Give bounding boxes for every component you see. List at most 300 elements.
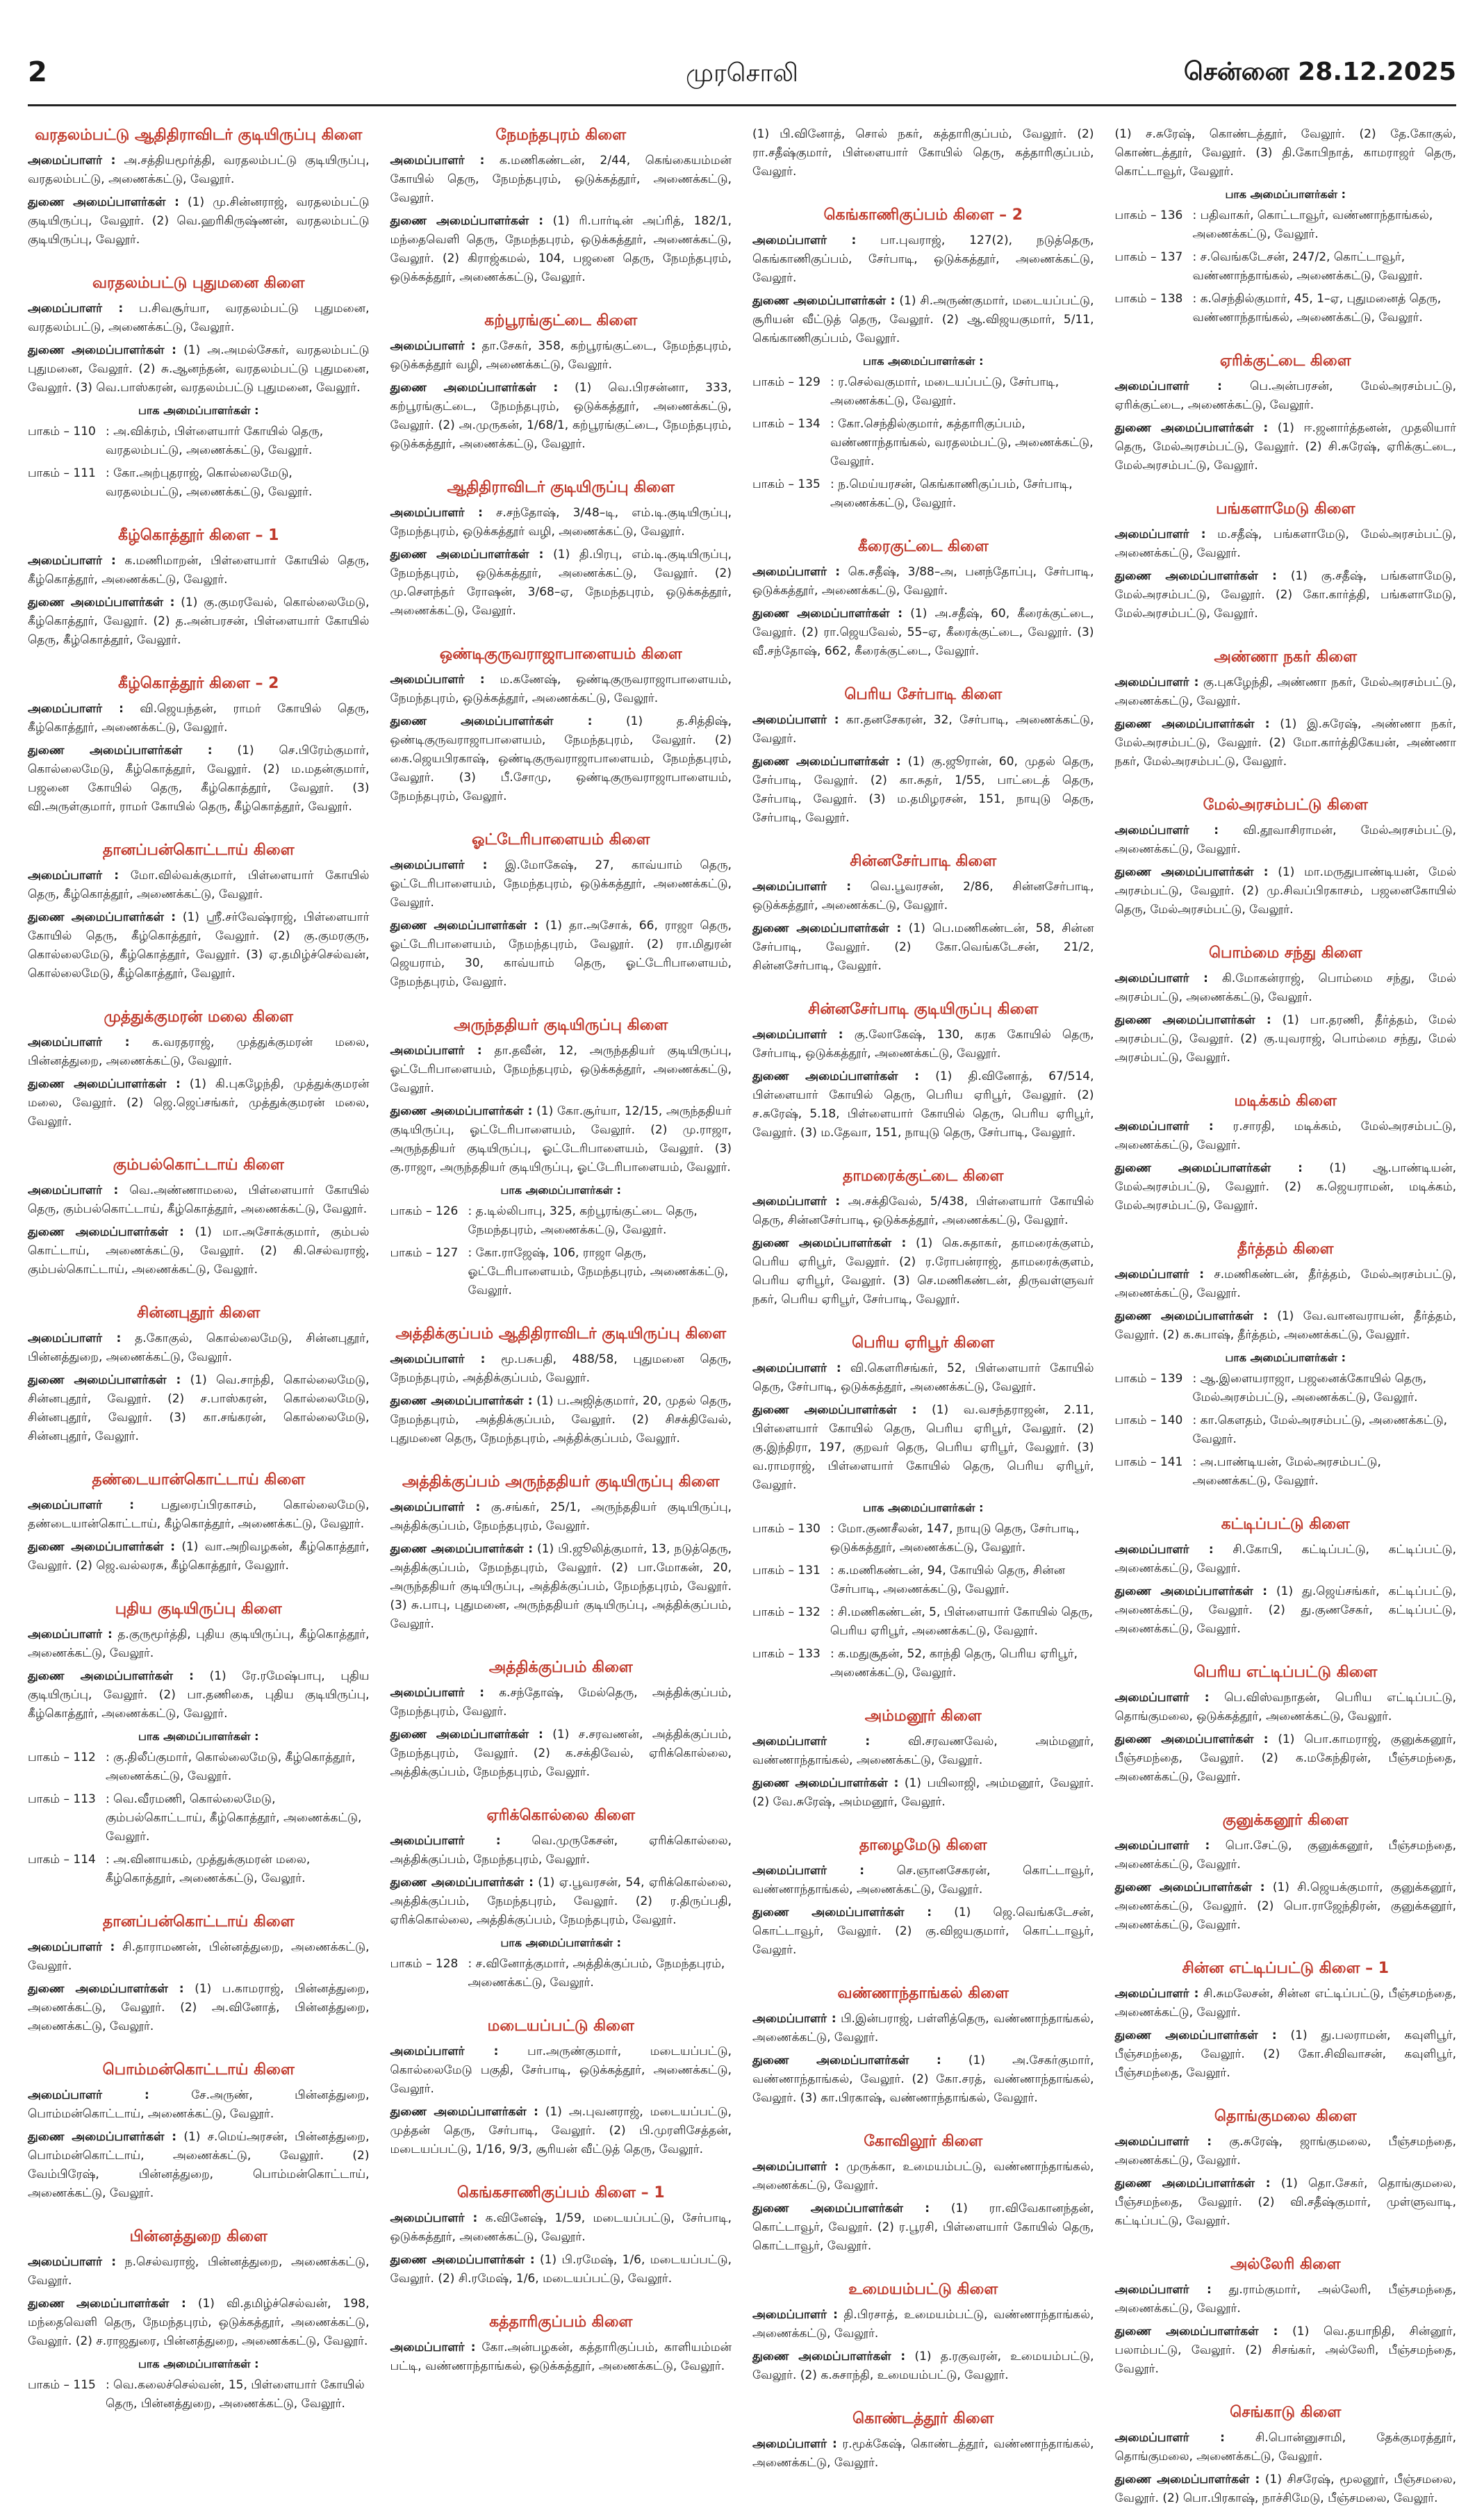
branch-heading: ஒண்டிகுருவராஜாபாளையம் கிளை	[439, 646, 682, 663]
deputy-organizers-text: (1) ஜெ.வெங்கடேசன், கொட்டாவூர், வேலூர். (2) கு.விஜயகுமார், கொட்டாவூர், வேலூர்.	[752, 1905, 1094, 1957]
organizer-label: அமைப்பாளர் :	[390, 339, 476, 353]
booth-organizers-heading: பாக அமைப்பாளர்கள் :	[1225, 188, 1346, 201]
booth-organizer: : க.மணிகண்டன், 94, கோயில் தெரு, சின்ன சேர்பாடி, அணைக்கட்டு, வேலூர்.	[830, 1564, 1066, 1596]
organizer-text: க.மணிகண்டன், 2/44, கெங்கையம்மன் கோயில் தெரு, நேமந்தபுரம், ஒடுக்கத்தூர், அணைக்கட்டு, வேலூர்.	[390, 154, 732, 205]
organizer-label: அமைப்பாளர் :	[752, 1864, 865, 1878]
organizer-text: மோ.வில்வக்குமார், பிள்ளையார் கோயில் தெரு, கீழ்கொத்தூர், அணைக்கட்டு, வேலூர்.	[28, 869, 370, 901]
branch-heading: அத்திக்குப்பம் கிளை	[488, 1659, 633, 1676]
deputy-organizers-entry	[28, 1538, 370, 1575]
deputy-organizers-entry	[1115, 2026, 1457, 2083]
booth-number: பாகம் – 126	[390, 1204, 459, 1218]
deputy-organizers-text: (1) பெ.மணிகண்டன், 58, சின்ன சேர்பாடி, வேலூர். (2) கோ.வெங்கடேசன், 21/2, சின்னசேர்பாடி, வேலூர்.	[752, 921, 1094, 973]
deputy-organizers-label: துணை அமைப்பாளர்கள் :	[752, 607, 903, 621]
organizer-label: அமைப்பாளர் :	[1114, 379, 1222, 393]
deputy-organizers-text: (1) த.சித்திஷ், ஒண்டிகுருவராஜாபாளையம், நேமந்தபுரம், வேலூர். (2) கை.ஜெயபிரகாஷ், ஒண்டிகுருவராஜாபாளையம், நேமந்தபுரம், வேலூர். (3) பீ.சோமு, ஒண்டிகுருவராஜாபாளையம், நேமந்தபுரம், வேலூர்.	[390, 714, 732, 803]
deputy-organizers-entry	[390, 1726, 732, 1782]
branch-heading: தானப்பன்கொட்டாய் கிளை	[102, 842, 295, 859]
branch-heading: வண்ணாந்தாங்கல் கிளை	[837, 1985, 1009, 2002]
branch-section	[752, 2131, 1094, 2256]
booth-organizer: : ந.மெய்யரசன், கெங்காணிகுப்பம், சேர்பாடி, அணைக்கட்டு, வேலூர்.	[830, 477, 1073, 510]
deputy-organizers-text: (1) வெ.பிரசன்னா, 333, கற்பூரங்குட்டை, நேமந்தபுரம், ஒடுக்கத்தூர், அணைக்கட்டு, வேலூர். (2) அ.முருகன், 1/68/1, கற்பூரங்குட்டை, நேமந்தபுரம், ஒடுக்கத்தூர், அணைக்கட்டு, வேலூர்.	[390, 381, 732, 451]
deputy-organizers-text: (1) தா.அசோக், 66, ராஜா தெரு, ஓட்டேரிபாளையம், நேமந்தபுரம், வேலூர். (2) ரா.மிதுரன் ஜெயராம், 30, காவ்யாம் தெரு, ஓட்டேரிபாளையம், நேமந்தபுரம், வேலூர்.	[390, 919, 732, 989]
organizer-text: பா.புவராஜ், 127(2), நடுத்தெரு, கெங்காணிகுப்பம், சேர்பாடி, ஒடுக்கத்தூர், அணைக்கட்டு, வேலூர்.	[752, 233, 1094, 285]
deputy-organizers-entry	[752, 605, 1094, 661]
deputy-organizers-entry	[390, 212, 732, 287]
deputy-organizers-entry	[1115, 2470, 1457, 2508]
booth-row	[1115, 206, 1457, 244]
organizer-label: அமைப்பாளர் :	[1114, 527, 1206, 541]
branch-heading: பொம்மன்கொட்டாய் கிளை	[102, 2061, 295, 2079]
organizer-label: அமைப்பாளர் :	[752, 880, 852, 894]
deputy-organizers-label: துணை அமைப்பாளர்கள் :	[28, 744, 213, 757]
deputy-organizers-text: (1) தி.பிரபு, எம்.டி.குடியிருப்பு, நேமந்தபுரம், ஒடுக்கத்தூர், அணைக்கட்டு, வேலூர். (2) மு.சௌந்தர் ரோஷன், 3/68–ஏ, நேமந்தபுரம், ஒடுக்கத்தூர், அணைக்கட்டு, வேலூர்.	[390, 548, 732, 618]
deputy-organizers-label: துணை அமைப்பாளர்கள் :	[752, 2202, 930, 2215]
branch-section	[28, 1599, 370, 1888]
booth-organizer: : க.செந்தில்குமார், 45, 1–ஏ, புதுமனைத் தெரு, வண்ணாந்தாங்கல், அணைக்கட்டு, வேலூர்.	[1192, 292, 1442, 325]
organizer-text: கோ.அன்பழகன், கத்தாரிகுப்பம், காளியம்மன் பட்டி, வண்ணாந்தாங்கல், ஒடுக்கத்தூர், அணைக்கட்டு, வேலூர்.	[390, 2341, 732, 2373]
branch-section	[390, 2312, 732, 2376]
branch-heading: கீழ்கொத்தூர் கிளை – 2	[118, 675, 279, 692]
organizer-label: அமைப்பாளர் :	[1114, 972, 1208, 985]
deputy-organizers-label: துணை அமைப்பாளர்கள் :	[752, 755, 901, 769]
masthead-rule	[28, 104, 1456, 106]
organizer-entry	[752, 2306, 1094, 2343]
organizer-entry	[28, 2253, 370, 2290]
branch-section	[28, 1155, 370, 1279]
organizer-entry	[1115, 1689, 1457, 1726]
organizer-label: அமைப்பாளர் :	[752, 1361, 841, 1375]
booth-organizer: : கு.திலீப்குமார், கொல்லைமேடு, கீழ்கொத்தூர், அணைக்கட்டு, வேலூர்.	[106, 1751, 356, 1783]
booth-organizer: : சி.மணிகண்டன், 5, பிள்ளையார் கோயில் தெரு, பெரிய ஏரிபூர், அணைக்கட்டு, வேலூர்.	[830, 1605, 1094, 1638]
deputy-organizers-text: (1) அ.சதீஷ், 60, கீரைக்குட்டை, வேலூர். (2) ரா.ஜெயவேல், 55–ஏ, கீரைக்குட்டை, வேலூர். (3) வீ.சந்தோஷ், 662, கீரைக்குட்டை, வேலூர்.	[752, 607, 1094, 658]
deputy-organizers-text: (1) தி.வினோத், 67/514, பிள்ளையார் கோயில் தெரு, பெரிய ஏரிபூர், வேலூர். (2) ச.சுரேஷ், 5.18, பிள்ளையார் கோயில் தெரு, பெரிய ஏரிபூர், வேலூர். (3) ம.தேவா, 151, நாயுடு தெரு, சேர்பாடி, வேலூர்.	[752, 1069, 1094, 1140]
deputy-organizers-entry	[390, 1540, 732, 1634]
deputy-organizers-text: (1) பி.ஜூலித்குமார், 13, நடுத்தெரு, அத்திக்குப்பம், நேமந்தபுரம், வேலூர். (2) பா.மோகன், 20, அருந்ததியர் குடியிருப்பு, அத்திக்குப்பம், நேமந்தபுரம், வேலூர். (3) சு.பாபு, புதுமனை, அருந்ததியர் குடியிருப்பு, அத்திக்குப்பம், வேலூர்.	[390, 1542, 732, 1631]
branch-heading: பெரிய ஏரிபூர் கிளை	[852, 1334, 995, 1352]
branch-heading: கெங்கசாணிகுப்பம் கிளை – 1	[456, 2184, 665, 2202]
branch-heading: கெங்காணிகுப்பம் கிளை – 2	[823, 206, 1023, 224]
booth-row	[1115, 1453, 1457, 1491]
deputy-organizers-entry	[752, 2199, 1094, 2256]
booth-organizers-heading: பாக அமைப்பாளர்கள் :	[500, 1183, 621, 1197]
organizer-label: அமைப்பாளர் :	[1114, 823, 1219, 837]
deputy-organizers-text: (1) அ.அமல்சேகர், வரதலம்பட்டு புதுமனை, வேலூர். (2) சு.ஆனந்தன், வரதலம்பட்டு புதுமனை, வேலூர். (3) வெ.பாஸ்கரன், வரதலம்பட்டு புதுமனை, வேலூர்.	[28, 343, 370, 395]
branch-heading: கட்டிப்பட்டு கிளை	[1221, 1516, 1350, 1533]
masthead	[0, 0, 1484, 90]
branch-heading: தாழைமேடு கிளை	[859, 1837, 987, 1854]
branch-section	[1115, 2254, 1457, 2379]
dateline: சென்னை 28.12.2025	[1183, 58, 1456, 86]
booth-number: பாகம் – 132	[752, 1605, 821, 1619]
organizer-entry	[390, 1042, 732, 1098]
deputy-organizers-text: (1) பா.தரணி, தீர்த்தம், மேல் அரசம்பட்டு, வேலூர். (2) கு.யுவராஜ், பொம்மை சந்து, மேல் அரசம்பட்டு, வேலூர்.	[1114, 1013, 1456, 1065]
organizer-entry	[28, 2086, 370, 2124]
booth-organizers-heading: பாக அமைப்பாளர்கள் :	[138, 1730, 259, 1743]
organizer-label: அமைப்பாளர் :	[752, 1195, 841, 1208]
organizer-text: வி.கௌரிசங்கர், 52, பிள்ளையார் கோயில் தெரு, சேர்பாடி, ஒடுக்கத்தூர், அணைக்கட்டு, வேலூர்.	[752, 1361, 1094, 1394]
booth-organizer: : அ.விக்ரம், பிள்ளையார் கோயில் தெரு, வரதலம்பட்டு, அணைக்கட்டு, வேலூர்.	[106, 425, 324, 457]
organizer-entry	[1115, 673, 1457, 711]
deputy-organizers-label: துணை அமைப்பாளர்கள் :	[1114, 2325, 1278, 2338]
deputy-organizers-label: துணை அமைப்பாளர்கள் :	[390, 2105, 538, 2119]
organizer-text: தி.பிரசாத், உமையம்பட்டு, வண்ணாந்தாங்கல், அணைக்கட்டு, வேலூர்.	[752, 2308, 1094, 2341]
deputy-organizers-label: துணை அமைப்பாளர்கள் :	[1114, 2473, 1260, 2486]
branch-section	[28, 273, 370, 502]
deputy-organizers-entry	[752, 2051, 1094, 2108]
branch-section	[752, 2279, 1094, 2385]
organizer-text: முருக்கா, உமையம்பட்டு, வண்ணாந்தாங்கல், அணைக்கட்டு, வேலூர்.	[752, 2160, 1094, 2193]
deputy-organizers-entry	[1115, 1159, 1457, 1215]
deputy-organizers-text: (1) வி.தமிழ்ச்செல்வன், 198, மந்தைவெளி தெரு, நேமந்தபுரம், ஒடுக்கத்தூர், அணைக்கட்டு, வேலூர். (2) ச.ராஜதுரை, பின்னத்துறை, அணைக்கட்டு, வேலூர்.	[28, 2297, 370, 2348]
organizer-label: அமைப்பாளர் :	[390, 1500, 481, 1514]
organizer-entry	[752, 2010, 1094, 2047]
branch-heading: சின்னபுதூர் கிளை	[137, 1304, 261, 1322]
branch-section	[390, 311, 732, 454]
organizer-label: அமைப்பாளர் :	[390, 858, 488, 872]
booth-number: பாகம் – 137	[1114, 250, 1183, 264]
organizer-label: அமைப்பாளர் :	[28, 1183, 119, 1197]
branch-heading: பெரிய எட்டிப்பட்டு கிளை	[1194, 1664, 1378, 1681]
deputy-organizers-text: (1) கெ.சுதாகர், தாமரைக்குளம், பெரிய ஏரிபூர், வேலூர். (2) ர.ரோபன்ராஜ், தாமரைக்குளம், பெரிய ஏரிபூர், வேலூர். (3) செ.மணிகண்டன், திருவள்ளுவர் நகர், பெரிய ஏரிபூர், சேர்பாடி, வேலூர்.	[752, 1236, 1094, 1306]
branch-section	[390, 2183, 732, 2288]
organizer-text: சி.பொன்னுசாமி, தேக்குமரத்தூர், தொங்குமலை, அணைக்கட்டு, வேலூர்.	[1114, 2431, 1456, 2464]
organizer-label: அமைப்பாளர் :	[28, 302, 124, 315]
deputy-organizers-label: துணை அமைப்பாளர்கள் :	[1114, 1584, 1268, 1598]
deputy-organizers-label: துணை அமைப்பாளர்கள் :	[390, 2253, 535, 2267]
branch-section	[752, 1333, 1094, 1682]
deputy-organizers-label: துணை அமைப்பாளர்கள் :	[1114, 1013, 1271, 1027]
deputy-organizers-label: துணை அமைப்பாளர்கள் :	[752, 2054, 941, 2067]
page-number: 2	[28, 56, 47, 88]
organizer-entry	[390, 1350, 732, 1388]
branch-heading: கோவிலூர் கிளை	[864, 2133, 983, 2150]
organizer-entry	[752, 1192, 1094, 1230]
branch-section	[752, 1166, 1094, 1309]
deputy-organizers-text: (1) ரி.பார்டின் அப்ரித், 182/1, மந்தைவெளி தெரு, நேமந்தபுரம், ஒடுக்கத்தூர், அணைக்கட்டு, வேலூர். (2) கிராஜ்கமல், 104, பஜனை தெரு, நேமந்தபுரம், ஒடுக்கத்தூர், அணைக்கட்டு, வேலூர்.	[390, 214, 732, 284]
deputy-organizers-label: துணை அமைப்பாளர்கள் :	[28, 1540, 176, 1554]
branch-heading: ஓட்டேரிபாளையம் கிளை	[472, 831, 650, 849]
organizer-label: அமைப்பாளர் :	[752, 233, 857, 247]
deputy-organizers-label: துணை அமைப்பாளர்கள் :	[28, 1982, 184, 1996]
organizer-entry	[752, 1862, 1094, 1899]
deputy-organizers-entry	[752, 125, 1094, 181]
booth-row	[1115, 248, 1457, 286]
deputy-organizers-entry	[1115, 419, 1457, 475]
organizer-text: சி.சுமலேசன், சின்ன எட்டிப்பட்டு, பீஞ்சமந்தை, அணைக்கட்டு, வேலூர்.	[1114, 1987, 1456, 2019]
organizer-text: ம.கணேஷ், ஒண்டிகுருவராஜாபாளையம், நேமந்தபுரம், ஒடுக்கத்தூர், அணைக்கட்டு, வேலூர்.	[390, 673, 732, 705]
organizer-label: அமைப்பாளர் :	[1114, 1987, 1199, 2001]
booth-row	[390, 1955, 732, 1992]
organizer-text: கெ.சதீஷ், 3/88–அ, பனந்தோப்பு, சேர்பாடி, ஒடுக்கத்தூர், அணைக்கட்டு, வேலூர்.	[752, 565, 1094, 598]
booth-organizers-heading: பாக அமைப்பாளர்கள் :	[500, 1936, 621, 1949]
organizer-text: பொ.சேட்டு, குனுக்கனூர், பீஞ்சமந்தை, அணைக்கட்டு, வேலூர்.	[1114, 1839, 1457, 1871]
booth-row	[390, 1202, 732, 1240]
organizer-text: க.சந்தோஷ், மேல்தெரு, அத்திக்குப்பம், நேமந்தபுரம், வேலூர்.	[390, 1686, 732, 1719]
booth-row	[752, 1520, 1094, 1557]
branch-section	[1115, 1662, 1457, 1787]
branch-section	[28, 673, 370, 817]
branch-section	[390, 1472, 732, 1634]
deputy-organizers-text: (1) ஸ்ரீ.சர்வேஷ்ராஜ், பிள்ளையார் கோயில் தெரு, கீழ்கொத்தூர், வேலூர். (2) கு.குமரகுரு, கொல்லைமேடு, கீழ்கொத்தூர், வேலூர். (3) ஏ.தமிழ்ச்செல்வன், கொல்லைமேடு, கீழ்கொத்தூர், வேலூர்.	[28, 910, 370, 981]
organizer-entry	[752, 231, 1094, 288]
deputy-organizers-label: துணை அமைப்பாளர்கள் :	[752, 921, 902, 935]
branch-section	[390, 1015, 732, 1300]
deputy-organizers-text: (1) ச.சுரேஷ், கொண்டத்தூர், வேலூர். (2) தே.கோகுல், கொண்டத்தூர், வேலூர். (3) தி.கோபிநாத், காமராஜர் தெரு, கொட்டாவூர், வேலூர்.	[1114, 127, 1456, 179]
organizer-entry	[1115, 1117, 1457, 1155]
deputy-organizers-entry	[752, 1067, 1094, 1142]
booth-row	[752, 1603, 1094, 1641]
booth-organizer: : வெ.வீரமணி, கொல்லைமேடு, கும்பல்கொட்டாய், கீழ்கொத்தூர், அணைக்கட்டு, வேலூர்.	[106, 1792, 362, 1844]
organizer-label: அமைப்பாளர் :	[1114, 675, 1199, 689]
organizer-label: அமைப்பாளர் :	[752, 565, 840, 579]
booth-number: பாகம் – 114	[28, 1853, 96, 1867]
organizer-entry	[752, 878, 1094, 915]
booth-organizer: : ச.வினோத்குமார், அத்திக்குப்பம், நேமந்தபுரம், அணைக்கட்டு, வேலூர்.	[468, 1957, 725, 1990]
deputy-organizers-label: துணை அமைப்பாளர்கள் :	[1114, 2028, 1277, 2042]
booth-row	[1115, 1370, 1457, 1407]
organizer-text: வெ.பூவரசன், 2/86, சின்னசேர்பாடி, ஒடுக்கத்தூர், அணைக்கட்டு, வேலூர்.	[752, 880, 1094, 912]
organizer-label: அமைப்பாளர் :	[28, 1035, 130, 1049]
deputy-organizers-text: (1) பயிலாஜி, அம்மனூர், வேலூர். (2) வே.சுரேஷ், அம்மனூர், வேலூர்.	[752, 1776, 1094, 1809]
organizer-entry	[390, 151, 732, 208]
deputy-organizers-text: (1) அ.சேகர்குமார், வண்ணாந்தாங்கல், வேலூர். (2) கோ.சரத், வண்ணாந்தாங்கல், வேலூர். (3) கா.பிரகாஷ், வண்ணாந்தாங்கல், வேலூர்.	[752, 2054, 1094, 2105]
deputy-organizers-label: துணை அமைப்பாளர்கள் :	[28, 2130, 177, 2144]
booth-row	[752, 475, 1094, 513]
deputy-organizers-text: (1) பொ.காமராஜ், குனுக்கனூர், பீஞ்சமந்தை, வேலூர். (2) க.மகேந்திரன், பீஞ்சமந்தை, அணைக்கட்டு, வேலூர்.	[1114, 1732, 1456, 1784]
deputy-organizers-text: (1) து.பலராமன், கவுளிபூர், பீஞ்சமந்தை, வேலூர். (2) கோ.சிவிவாசன், கவுளிபூர், பீஞ்சமந்தை, வேலூர்.	[1114, 2028, 1457, 2080]
deputy-organizers-entry	[752, 1234, 1094, 1309]
organizer-entry	[1115, 2281, 1457, 2318]
branch-section	[752, 125, 1094, 181]
deputy-organizers-text: (1) பி.ரமேஷ், 1/6, மடையப்பட்டு, வேலூர். (2) சி.ரமேஷ், 1/6, மடையப்பட்டு, வேலூர்.	[390, 2253, 732, 2286]
booth-number: பாகம் – 135	[752, 477, 821, 491]
organizer-entry	[28, 151, 370, 189]
branch-heading: கும்பல்கொட்டாய் கிளை	[113, 1156, 284, 1174]
branch-section	[28, 125, 370, 249]
organizer-entry	[752, 1732, 1094, 1770]
branch-section	[1115, 1239, 1457, 1491]
deputy-organizers-entry	[752, 1774, 1094, 1812]
branch-section	[28, 2227, 370, 2413]
branch-section	[1115, 647, 1457, 771]
deputy-organizers-entry	[1115, 125, 1457, 181]
organizer-entry	[752, 2158, 1094, 2195]
deputy-organizers-entry	[28, 593, 370, 650]
branch-section	[752, 1983, 1094, 2108]
branch-heading: அம்மனூர் கிளை	[864, 1707, 982, 1725]
branch-heading: உமையம்பட்டு கிளை	[848, 2281, 998, 2298]
booth-organizer: : வெ.கலைச்செல்வன், 15, பிள்ளையார் கோயில் தெரு, பின்னத்துறை, அணைக்கட்டு, வேலூர்.	[106, 2378, 365, 2411]
organizer-label: அமைப்பாளர் :	[28, 1498, 135, 1512]
organizer-text: சி.கோபி, கட்டிப்பட்டு, கட்டிப்பட்டு, அணைக்கட்டு, வேலூர்.	[1114, 1543, 1457, 1575]
deputy-organizers-label: துணை அமைப்பாளர்கள் :	[28, 343, 176, 357]
deputy-organizers-text: (1) ச.மெய்அரசன், பின்னத்துறை, பொம்மன்கொட்டாய், அணைக்கட்டு, வேலூர். (2) வேம்பிரேஷ், பின்னத்துறை, பொம்மன்கொட்டாய், அணைக்கட்டு, வேலூர்.	[28, 2130, 370, 2200]
deputy-organizers-text: (1) ரா.விவேகானந்தன், கொட்டாவூர், வேலூர். (2) ர.பூரசி, பிள்ளையார் கோயில் தெரு, கொட்டாவூர், வேலூர்.	[752, 2202, 1094, 2253]
organizer-text: க.மணிமாறன், பிள்ளையார் கோயில் தெரு, கீழ்கொத்தூர், அணைக்கட்டு, வேலூர்.	[28, 554, 370, 587]
organizer-text: ந.செல்வராஜ், பின்னத்துறை, அணைக்கட்டு, வேலூர்.	[28, 2255, 370, 2288]
organizer-entry	[752, 563, 1094, 600]
deputy-organizers-entry	[28, 1980, 370, 2036]
organizer-label: அமைப்பாளர் :	[752, 2012, 836, 2026]
branch-section	[752, 1835, 1094, 1960]
organizer-text: ச.சந்தோஷ், 3/48–டி, எம்.டி.குடியிருப்பு, நேமந்தபுரம், ஒடுக்கத்தூர் வழி, அணைக்கட்டு, வேலூர்.	[390, 506, 732, 539]
booth-row	[28, 464, 370, 502]
deputy-organizers-label: துணை அமைப்பாளர்கள் :	[390, 1542, 534, 1556]
organizer-label: அமைப்பாளர் :	[28, 702, 124, 716]
deputy-organizers-text: (1) இ.சுரேஷ், அண்ணா நகர், மேல்அரசம்பட்டு, வேலூர். (2) மோ.கார்த்திகேயன், அண்ணா நகர், மேல்அரசம்பட்டு, வேலூர்.	[1114, 717, 1457, 769]
deputy-organizers-label: துணை அமைப்பாளர்கள் :	[1114, 865, 1269, 879]
branch-heading: சின்னசேர்பாடி கிளை	[850, 853, 997, 870]
branch-heading: மடிக்கம் கிளை	[1234, 1092, 1337, 1110]
booth-number: பாகம் – 127	[390, 1246, 459, 1260]
organizer-entry	[752, 1359, 1094, 1397]
organizer-text: சே.அருண், பின்னத்துறை, பொம்மன்கொட்டாய், அணைக்கட்டு, வேலூர்.	[28, 2088, 370, 2121]
branch-heading: பெரிய சேர்பாடி கிளை	[844, 686, 1003, 703]
booth-number: பாகம் – 131	[752, 1564, 821, 1577]
organizer-label: அமைப்பாளர் :	[752, 1735, 871, 1748]
organizer-label: அமைப்பாளர் :	[1114, 1543, 1214, 1557]
organizer-text: மூ.பசுபதி, 488/58, புதுமனை தெரு, நேமந்தபுரம், அத்திக்குப்பம், வேலூர்.	[390, 1352, 732, 1385]
deputy-organizers-entry	[28, 1223, 370, 1279]
booth-organizers-heading: பாக அமைப்பாளர்கள் :	[863, 354, 984, 368]
organizer-label: அமைப்பாளர் :	[390, 1834, 501, 1848]
organizer-text: சி.தாராமணன், பின்னத்துறை, அணைக்கட்டு, வேலூர்.	[28, 1940, 370, 1973]
deputy-organizers-text: (1) ப.அஜித்குமார், 20, முதல் தெரு, நேமந்தபுரம், அத்திக்குப்பம், வேலூர். (2) சிசக்திவேல், புதுமனை தெரு, நேமந்தபுரம், அத்திக்குப்பம், வேலூர்.	[390, 1394, 732, 1445]
branch-heading: சின்னசேர்பாடி குடியிருப்பு கிளை	[808, 1001, 1039, 1018]
booth-organizers-heading: பாக அமைப்பாளர்கள் :	[138, 2357, 259, 2370]
deputy-organizers-label: துணை அமைப்பாளர்கள் :	[752, 1236, 907, 1250]
organizer-text: வி.ஜெயந்தன், ராமர் கோயில் தெரு, கீழ்கொத்தூர், அணைக்கட்டு, வேலூர்.	[28, 702, 370, 735]
branch-heading: கீரைகுட்டை கிளை	[857, 538, 989, 555]
deputy-organizers-entry	[752, 1401, 1094, 1495]
booth-number: பாகம் – 130	[752, 1522, 821, 1536]
organizer-entry	[1115, 377, 1457, 415]
organizer-label: அமைப்பாளர் :	[28, 554, 116, 568]
deputy-organizers-text: (1) கு.குமரவேல், கொல்லைமேடு, கீழ்கொத்தூர், வேலூர். (2) த.அன்பரசன், பிள்ளையார் கோயில் தெரு, கீழ்கொத்தூர், வேலூர்.	[28, 596, 370, 647]
organizer-entry	[1115, 969, 1457, 1007]
deputy-organizers-label: துணை அமைப்பாளர்கள் :	[390, 381, 559, 395]
deputy-organizers-label: துணை அமைப்பாளர்கள் :	[752, 1069, 919, 1083]
deputy-organizers-text: (1) ப.காமராஜ், பின்னத்துறை, அணைக்கட்டு, வேலூர். (2) அ.வினோத், பின்னத்துறை, அணைக்கட்டு, வேலூர்.	[28, 1982, 370, 2033]
branch-section	[1115, 1091, 1457, 1215]
organizer-entry	[1115, 2429, 1457, 2466]
branch-section	[752, 536, 1094, 661]
deputy-organizers-label: துணை அமைப்பாளர்கள் :	[390, 1876, 534, 1890]
booth-organizers-heading: பாக அமைப்பாளர்கள் :	[1225, 1351, 1346, 1364]
deputy-organizers-text: (1) ச.சரவணன், அத்திக்குப்பம், நேமந்தபுரம், வேலூர். (2) க.சக்திவேல், ஏரிக்கொல்லை, அத்திக்குப்பம், நேமந்தபுரம், வேலூர்.	[390, 1728, 732, 1779]
branch-section	[390, 1324, 732, 1448]
branch-section	[752, 999, 1094, 1142]
organizer-label: அமைப்பாளர் :	[28, 869, 119, 883]
organizer-entry	[390, 856, 732, 912]
deputy-organizers-entry	[28, 2128, 370, 2203]
branch-section	[752, 851, 1094, 976]
organizer-text: செ.ஞானசேகரன், கொட்டாவூர், வண்ணாந்தாங்கல், அணைக்கட்டு, வேலூர்.	[752, 1864, 1094, 1896]
organizer-text: வி.தூவாசிராமன், மேல்அரசம்பட்டு, அணைக்கட்டு, வேலூர்.	[1114, 823, 1456, 856]
booth-row	[390, 1244, 732, 1300]
organizer-label: அமைப்பாளர் :	[28, 154, 116, 167]
booth-organizer: : கோ.செந்தில்குமார், கத்தாரிகுப்பம், வண்ணாந்தாங்கல், வரதலம்பட்டு, அணைக்கட்டு, வேலூர்.	[830, 417, 1094, 468]
booth-organizer: : கோ.அற்புதராஜ், கொல்லைமேடு, வரதலம்பட்டு, அணைக்கட்டு, வேலூர்.	[106, 466, 313, 499]
organizer-text: கு.சங்கர், 25/1, அருந்ததியர் குடியிருப்பு, அத்திக்குப்பம், நேமந்தபுரம், வேலூர்.	[390, 1500, 732, 1533]
booth-row	[28, 423, 370, 460]
organizer-text: கு.புகழேந்தி, அண்ணா நகர், மேல்அரசம்பட்டு, அணைக்கட்டு, வேலூர்.	[1114, 675, 1456, 708]
deputy-organizers-text: (1) சிசரேஷ், மூலனூர், பீஞ்சமலை, வேலூர். (2) பொ.பிரகாஷ், நாச்சிமேடு, பீஞ்சமலை, வேலூர்.	[1114, 2473, 1457, 2505]
deputy-organizers-entry	[1115, 1307, 1457, 1345]
organizer-text: தா.தவீன், 12, அருந்ததியர் குடியிருப்பு, ஓட்டேரிபாளையம், நேமந்தபுரம், ஒடுக்கத்தூர், அணைக்கட்டு, வேலூர்.	[390, 1044, 732, 1095]
deputy-organizers-label: துணை அமைப்பாளர்கள் :	[1114, 1880, 1265, 1894]
branch-heading: செங்காடு கிளை	[1230, 2404, 1342, 2421]
branch-section	[28, 1007, 370, 1131]
organizer-entry	[390, 1684, 732, 1721]
deputy-organizers-text: (1) ஆ.பாண்டியன், மேல்அரசம்பட்டு, வேலூர். (2) க.ஜெயராமன், மடிக்கம், மேல்அரசம்பட்டு, வேலூர்.	[1114, 1161, 1457, 1213]
organizer-label: அமைப்பாளர் :	[752, 2160, 839, 2174]
booth-row	[752, 1645, 1094, 1682]
deputy-organizers-label: துணை அமைப்பாளர்கள் :	[28, 1077, 181, 1091]
deputy-organizers-label: துணை அமைப்பாளர்கள் :	[390, 1728, 543, 1741]
deputy-organizers-text: (1) கு.ஜூரான், 60, முதல் தெரு, சேர்பாடி, வேலூர். (2) கா.சுதர், 1/55, பாட்டைத் தெரு, சேர்பாடி, வேலூர். (3) ம.தமிழரசன், 151, நாயுடு தெரு, சேர்பாடி, வேலூர்.	[752, 755, 1094, 825]
article-columns	[28, 125, 1457, 2505]
organizer-label: அமைப்பாளர் :	[1114, 2431, 1225, 2445]
deputy-organizers-entry	[1115, 1582, 1457, 1639]
branch-section	[28, 1470, 370, 1575]
column-2	[390, 125, 732, 2373]
deputy-organizers-label: துணை அமைப்பாளர்கள் :	[1114, 1161, 1303, 1175]
organizer-entry	[752, 2435, 1094, 2473]
deputy-organizers-text: (1) து.ஜெய்சங்கர், கட்டிப்பட்டு, அணைக்கட்டு, வேலூர். (2) து.குணசேகர், கட்டிப்பட்டு, அணைக்கட்டு, வேலூர்.	[1114, 1584, 1456, 1636]
deputy-organizers-label: துணை அமைப்பாளர்கள் :	[28, 910, 176, 924]
deputy-organizers-text: (1) தொ.சேகர், தொங்குமலை, பீஞ்சமந்தை, வேலூர். (2) வி.சதீஷ்குமார், முள்ளுவாடி, கட்டிப்பட்டு, வேலூர்.	[1114, 2177, 1456, 2228]
organizer-entry	[1115, 1837, 1457, 1874]
organizer-entry	[390, 1832, 732, 1869]
deputy-organizers-entry	[28, 1075, 370, 1131]
branch-section	[1115, 125, 1457, 327]
organizer-entry	[1115, 1985, 1457, 2022]
deputy-organizers-text: (1) கி.புகழேந்தி, முத்துக்குமரன் மலை, வேலூர். (2) ஜெ.ஜெப்சங்கர், முத்துக்குமரன் மலை, வேலூர்.	[28, 1077, 370, 1129]
organizer-text: பதுரைப்பிரகாசம், கொல்லைமேடு, தண்டையான்கொட்டாய், கீழ்கொத்தூர், அணைக்கட்டு, வேலூர்.	[28, 1498, 370, 1531]
organizer-text: கு.லோகேஷ், 130, கரக கோயில் தெரு, சேர்பாடி, ஒடுக்கத்தூர், அணைக்கட்டு, வேலூர்.	[752, 1028, 1094, 1060]
branch-heading: தாமரைக்குட்டை கிளை	[843, 1167, 1004, 1185]
deputy-organizers-entry	[752, 2347, 1094, 2385]
deputy-organizers-label: துணை அமைப்பாளர்கள் :	[390, 548, 544, 562]
branch-heading: பின்னத்துறை கிளை	[129, 2228, 267, 2245]
branch-section	[28, 1912, 370, 2036]
branch-section	[1115, 943, 1457, 1067]
deputy-organizers-label: துணை அமைப்பாளர்கள் :	[390, 1104, 533, 1118]
deputy-organizers-entry	[28, 2295, 370, 2351]
organizer-text: வி.சரவணவேல், அம்மனூர், வண்ணாந்தாங்கல், அணைக்கட்டு, வேலூர்.	[752, 1735, 1094, 1767]
branch-heading: அண்ணா நகர் கிளை	[1214, 648, 1358, 666]
organizer-text: ர.சாரதி, மடிக்கம், மேல்அரசம்பட்டு, அணைக்கட்டு, வேலூர்.	[1114, 1120, 1457, 1152]
branch-section	[390, 644, 732, 806]
deputy-organizers-label: துணை அமைப்பாளர்கள் :	[1114, 2177, 1271, 2190]
organizer-text: பெ.அன்பரசன், மேல்அரசம்பட்டு, ஏரிக்குட்டை, அணைக்கட்டு, வேலூர்.	[1114, 379, 1456, 412]
organizer-text: கி.மோகன்ராஜ், பொம்மை சந்து, மேல் அரசம்பட்டு, அணைக்கட்டு, வேலூர்.	[1114, 972, 1457, 1004]
organizer-label: அமைப்பாளர் :	[390, 1686, 485, 1700]
booth-number: பாகம் – 139	[1114, 1372, 1183, 1386]
organizer-label: அமைப்பாளர் :	[390, 506, 483, 520]
booth-row	[28, 1790, 370, 1846]
booth-row	[752, 415, 1094, 471]
organizer-entry	[390, 504, 732, 541]
deputy-organizers-label: துணை அமைப்பாளர்கள் :	[752, 1905, 932, 1919]
branch-heading: தீர்த்தம் கிளை	[1237, 1240, 1334, 1258]
deputy-organizers-text: (1) வே.வானவராயன், தீர்த்தம், வேலூர். (2) க.சுபாஷ், தீர்த்தம், அணைக்கட்டு, வேலூர்.	[1114, 1309, 1457, 1342]
branch-heading: தானப்பன்கொட்டாய் கிளை	[102, 1913, 295, 1931]
deputy-organizers-entry	[752, 292, 1094, 348]
organizer-label: அமைப்பாளர் :	[28, 1940, 115, 1954]
organizer-text: பி.இன்பராஜ், பள்ளித்தெரு, வண்ணாந்தாங்கல், அணைக்கட்டு, வேலூர்.	[752, 2012, 1094, 2044]
